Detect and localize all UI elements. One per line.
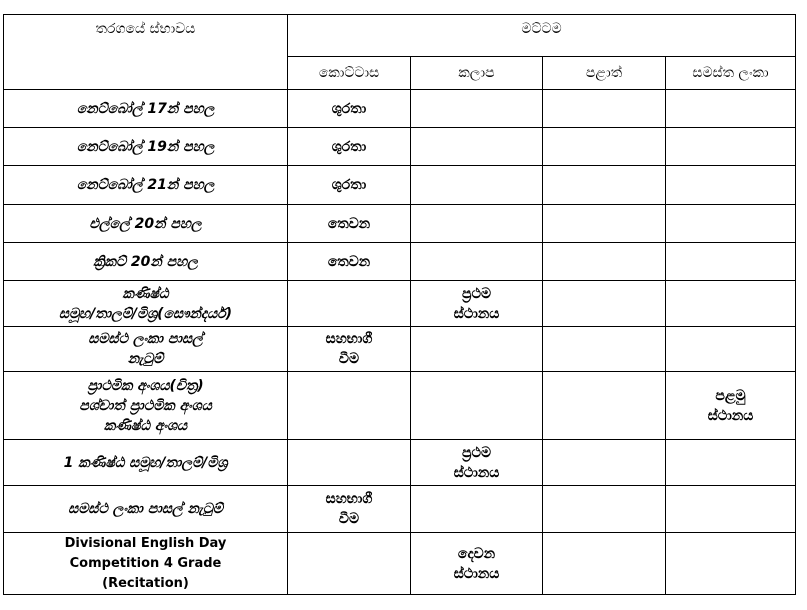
cell-line: (Recitation) bbox=[102, 575, 189, 591]
cell-line: ස්ථානය bbox=[453, 305, 500, 322]
table-row bbox=[4, 90, 796, 128]
cell-line: ස්ථානය bbox=[453, 565, 500, 582]
event-cell bbox=[4, 281, 288, 327]
header-event-type: තරගයේ ස්භාවය bbox=[4, 15, 288, 90]
zone-cell bbox=[411, 486, 543, 533]
cell-line: වීම bbox=[338, 511, 360, 527]
division-cell bbox=[288, 205, 411, 243]
cell-line: Competition 4 Grade bbox=[69, 555, 222, 571]
table-body bbox=[4, 15, 796, 595]
table-row bbox=[4, 486, 796, 533]
zone-cell bbox=[411, 327, 543, 372]
all-island-cell bbox=[666, 166, 796, 205]
event-cell bbox=[4, 90, 288, 128]
cell-line: ස්ථානය bbox=[453, 464, 500, 481]
header-col-zone: කලාප bbox=[411, 57, 543, 90]
achievements-table bbox=[3, 14, 796, 595]
division-cell bbox=[288, 372, 411, 440]
cell-line: නෙට්බෝල් 21න් පහල bbox=[76, 177, 215, 193]
event-cell bbox=[4, 440, 288, 486]
division-cell bbox=[288, 281, 411, 327]
event-cell bbox=[4, 372, 288, 440]
event-cell bbox=[4, 327, 288, 372]
cell-line: Divisional English Day bbox=[64, 535, 227, 551]
province-cell bbox=[543, 205, 666, 243]
cell-line: පළමු bbox=[715, 387, 746, 404]
cell-line: සමූහ/තාලම්/මිශ්‍ර(සෞන්දර්ය) bbox=[58, 305, 233, 322]
cell-line: කණිෂ්ඨ අංශය bbox=[103, 417, 188, 434]
division-cell bbox=[288, 440, 411, 486]
all-island-cell bbox=[666, 281, 796, 327]
cell-line: තෙවන bbox=[327, 215, 371, 232]
zone-cell bbox=[411, 128, 543, 166]
all-island-cell bbox=[666, 533, 796, 595]
cell-line: ප්‍රථම bbox=[461, 444, 492, 461]
cell-line: නෙට්බෝල් 17න් පහල bbox=[76, 100, 215, 117]
province-cell bbox=[543, 281, 666, 327]
cell-line: ප්‍රාථමික අංශය(චිත්‍ර) bbox=[87, 377, 204, 394]
event-cell bbox=[4, 128, 288, 166]
cell-line: ශුරතා bbox=[331, 100, 367, 117]
zone-cell bbox=[411, 90, 543, 128]
cell-line: තෙවන bbox=[327, 253, 371, 270]
all-island-cell bbox=[666, 128, 796, 166]
province-cell bbox=[543, 128, 666, 166]
cell-line: දෙවන bbox=[457, 545, 496, 562]
event-cell bbox=[4, 243, 288, 281]
zone-cell bbox=[411, 440, 543, 486]
cell-line: ක්‍රිකට් 20න් පහල bbox=[93, 253, 198, 270]
cell-line: ප්‍රථම bbox=[461, 285, 492, 302]
header-col-division: කොට්ටාස bbox=[288, 57, 411, 90]
division-cell bbox=[288, 128, 411, 166]
event-cell bbox=[4, 205, 288, 243]
cell-line: 1 කණිෂ්ඨ සමූහ/තාලම්/මිශ්‍ර bbox=[63, 454, 228, 471]
cell-line: සමස්ථ ලංකා පාසල් නැටුම් bbox=[68, 501, 223, 517]
table-row bbox=[4, 128, 796, 166]
table-row bbox=[4, 440, 796, 486]
province-cell bbox=[543, 243, 666, 281]
table-row bbox=[4, 243, 796, 281]
cell-line: සමස්ථ ලංකා පාසල් bbox=[88, 331, 203, 347]
all-island-cell bbox=[666, 243, 796, 281]
cell-line: පශ්චාත් ප්‍රාථමික අංශය bbox=[79, 397, 212, 414]
division-cell bbox=[288, 243, 411, 281]
province-cell bbox=[543, 486, 666, 533]
cell-line: කණිෂ්ඨ bbox=[122, 285, 169, 302]
all-island-cell bbox=[666, 440, 796, 486]
province-cell bbox=[543, 327, 666, 372]
division-cell bbox=[288, 486, 411, 533]
table-row bbox=[4, 372, 796, 440]
cell-line: ශුරතා bbox=[331, 138, 367, 155]
cell-line: ස්ථානය bbox=[707, 407, 754, 424]
province-cell bbox=[543, 372, 666, 440]
zone-cell bbox=[411, 205, 543, 243]
zone-cell bbox=[411, 372, 543, 440]
table-row bbox=[4, 166, 796, 205]
header-col-all-island: සමස්ත ලංකා bbox=[666, 57, 796, 90]
zone-cell bbox=[411, 243, 543, 281]
header-level: මට්ටම bbox=[288, 15, 796, 57]
cell-line: නැටුම් bbox=[127, 351, 164, 367]
division-cell bbox=[288, 90, 411, 128]
all-island-cell bbox=[666, 205, 796, 243]
header-row-1 bbox=[4, 15, 796, 57]
zone-cell bbox=[411, 166, 543, 205]
cell-line: එල්ලේ 20න් පහල bbox=[89, 215, 202, 232]
zone-cell bbox=[411, 281, 543, 327]
province-cell bbox=[543, 533, 666, 595]
cell-line: සහභාගී bbox=[325, 331, 373, 347]
event-cell bbox=[4, 533, 288, 595]
division-cell bbox=[288, 166, 411, 205]
event-cell bbox=[4, 166, 288, 205]
province-cell bbox=[543, 90, 666, 128]
all-island-cell bbox=[666, 327, 796, 372]
event-cell bbox=[4, 486, 288, 533]
table-row bbox=[4, 281, 796, 327]
cell-line: නෙට්බෝල් 19න් පහල bbox=[76, 138, 215, 155]
table-row bbox=[4, 327, 796, 372]
zone-cell bbox=[411, 533, 543, 595]
cell-line: ශුරතා bbox=[331, 177, 367, 193]
cell-line: වීම bbox=[338, 351, 360, 367]
province-cell bbox=[543, 440, 666, 486]
table-row bbox=[4, 205, 796, 243]
province-cell bbox=[543, 166, 666, 205]
division-cell bbox=[288, 533, 411, 595]
division-cell bbox=[288, 327, 411, 372]
cell-line: සහභාගී bbox=[325, 491, 373, 507]
header-col-province: පළාත් bbox=[543, 57, 666, 90]
table-row bbox=[4, 533, 796, 595]
all-island-cell bbox=[666, 90, 796, 128]
all-island-cell bbox=[666, 486, 796, 533]
all-island-cell bbox=[666, 372, 796, 440]
